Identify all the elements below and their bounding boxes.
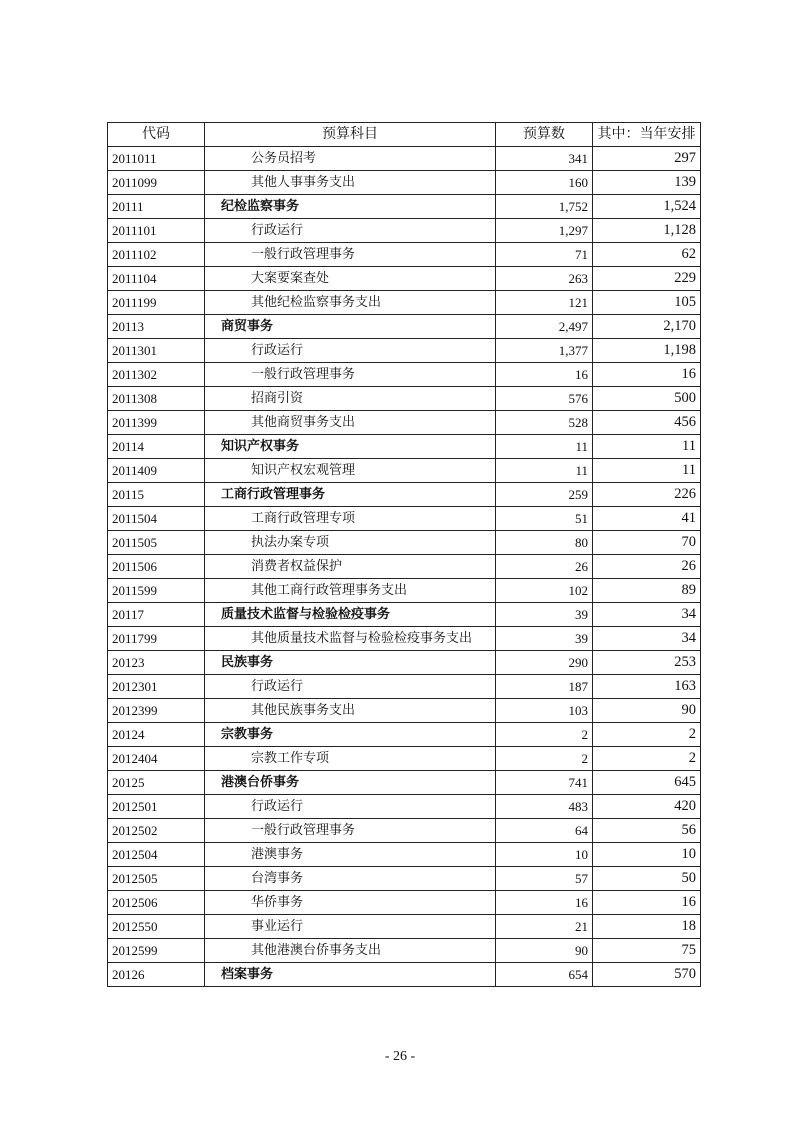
row-code: 20123: [108, 651, 205, 675]
table-row: [108, 507, 701, 531]
row-subject: 知识产权事务: [205, 435, 496, 459]
row-current-year: 163: [593, 675, 701, 699]
table-row: [108, 243, 701, 267]
row-subject: 大案要案查处: [205, 267, 496, 291]
row-current-year: 297: [593, 147, 701, 171]
row-current-year: 420: [593, 795, 701, 819]
row-subject: 公务员招考: [205, 147, 496, 171]
row-code: 2011104: [108, 267, 205, 291]
table-row: [108, 627, 701, 651]
row-current-year: 2: [593, 723, 701, 747]
table-row: [108, 291, 701, 315]
row-subject: 行政运行: [205, 339, 496, 363]
row-budget: 259: [496, 483, 593, 507]
row-subject: 工商行政管理事务: [205, 483, 496, 507]
row-subject: 民族事务: [205, 651, 496, 675]
row-budget: 16: [496, 363, 593, 387]
row-current-year: 229: [593, 267, 701, 291]
row-code: 20111: [108, 195, 205, 219]
row-subject: 宗教事务: [205, 723, 496, 747]
row-code: 20115: [108, 483, 205, 507]
row-subject: 行政运行: [205, 675, 496, 699]
row-budget: 21: [496, 915, 593, 939]
row-subject: 宗教工作专项: [205, 747, 496, 771]
row-budget: 1,377: [496, 339, 593, 363]
row-current-year: 1,128: [593, 219, 701, 243]
table-row: [108, 339, 701, 363]
row-current-year: 89: [593, 579, 701, 603]
row-code: 2011308: [108, 387, 205, 411]
row-current-year: 11: [593, 435, 701, 459]
row-budget: 263: [496, 267, 593, 291]
header-current-year: 其中：当年安排: [593, 123, 701, 147]
row-subject: 华侨事务: [205, 891, 496, 915]
row-current-year: 70: [593, 531, 701, 555]
row-current-year: 456: [593, 411, 701, 435]
row-budget: 39: [496, 627, 593, 651]
row-subject: 其他商贸事务支出: [205, 411, 496, 435]
row-budget: 64: [496, 819, 593, 843]
row-current-year: 253: [593, 651, 701, 675]
page-number: - 26 -: [384, 1049, 416, 1064]
row-code: 20124: [108, 723, 205, 747]
row-subject: 其他民族事务支出: [205, 699, 496, 723]
row-budget: 483: [496, 795, 593, 819]
row-budget: 80: [496, 531, 593, 555]
row-current-year: 500: [593, 387, 701, 411]
row-subject: 商贸事务: [205, 315, 496, 339]
row-current-year: 41: [593, 507, 701, 531]
table-row: [108, 819, 701, 843]
row-current-year: 2: [593, 747, 701, 771]
row-budget: 2: [496, 723, 593, 747]
row-code: 20114: [108, 435, 205, 459]
table-row: [108, 651, 701, 675]
budget-table: [107, 122, 701, 987]
row-current-year: 34: [593, 627, 701, 651]
row-budget: 26: [496, 555, 593, 579]
row-current-year: 26: [593, 555, 701, 579]
header-subject: 预算科目: [205, 123, 496, 147]
row-budget: 1,752: [496, 195, 593, 219]
row-current-year: 75: [593, 939, 701, 963]
table-row: [108, 531, 701, 555]
table-row: [108, 363, 701, 387]
row-subject: 事业运行: [205, 915, 496, 939]
header-budget: 预算数: [496, 123, 593, 147]
table-row: [108, 939, 701, 963]
row-budget: 39: [496, 603, 593, 627]
row-subject: 港澳台侨事务: [205, 771, 496, 795]
row-subject: 消费者权益保护: [205, 555, 496, 579]
row-code: 2011504: [108, 507, 205, 531]
row-subject: 工商行政管理专项: [205, 507, 496, 531]
row-code: 2012404: [108, 747, 205, 771]
table-row: [108, 435, 701, 459]
row-current-year: 90: [593, 699, 701, 723]
row-current-year: 16: [593, 891, 701, 915]
table-row: [108, 171, 701, 195]
row-current-year: 226: [593, 483, 701, 507]
row-code: 20126: [108, 963, 205, 987]
row-current-year: 105: [593, 291, 701, 315]
row-code: 2011302: [108, 363, 205, 387]
row-budget: 121: [496, 291, 593, 315]
table-row: [108, 483, 701, 507]
row-current-year: 10: [593, 843, 701, 867]
row-subject: 台湾事务: [205, 867, 496, 891]
row-budget: 160: [496, 171, 593, 195]
table-row: [108, 555, 701, 579]
row-code: 20113: [108, 315, 205, 339]
table-row: [108, 723, 701, 747]
row-budget: 528: [496, 411, 593, 435]
row-current-year: 645: [593, 771, 701, 795]
row-subject: 其他工商行政管理事务支出: [205, 579, 496, 603]
row-budget: 10: [496, 843, 593, 867]
row-budget: 576: [496, 387, 593, 411]
row-subject: 质量技术监督与检验检疫事务: [205, 603, 496, 627]
table-row: [108, 867, 701, 891]
table-body: [108, 147, 701, 987]
row-subject: 招商引资: [205, 387, 496, 411]
row-current-year: 570: [593, 963, 701, 987]
table-row: [108, 699, 701, 723]
row-budget: 11: [496, 435, 593, 459]
row-current-year: 1,198: [593, 339, 701, 363]
row-code: 2012502: [108, 819, 205, 843]
row-subject: 港澳事务: [205, 843, 496, 867]
row-code: 2011199: [108, 291, 205, 315]
table-row: [108, 603, 701, 627]
row-code: 2011099: [108, 171, 205, 195]
row-subject: 纪检监察事务: [205, 195, 496, 219]
table-row: [108, 387, 701, 411]
row-current-year: 18: [593, 915, 701, 939]
row-budget: 2: [496, 747, 593, 771]
table-row: [108, 747, 701, 771]
row-subject: 其他质量技术监督与检验检疫事务支出: [205, 627, 496, 651]
row-budget: 741: [496, 771, 593, 795]
table-row: [108, 459, 701, 483]
row-code: 2011506: [108, 555, 205, 579]
table-row: [108, 891, 701, 915]
row-budget: 1,297: [496, 219, 593, 243]
row-budget: 11: [496, 459, 593, 483]
row-code: 2012504: [108, 843, 205, 867]
table-header-row: [108, 123, 701, 147]
row-budget: 71: [496, 243, 593, 267]
row-subject: 执法办案专项: [205, 531, 496, 555]
row-budget: 16: [496, 891, 593, 915]
row-subject: 行政运行: [205, 795, 496, 819]
row-subject: 其他港澳台侨事务支出: [205, 939, 496, 963]
row-current-year: 11: [593, 459, 701, 483]
row-budget: 102: [496, 579, 593, 603]
row-budget: 290: [496, 651, 593, 675]
row-code: 2011409: [108, 459, 205, 483]
table-row: [108, 195, 701, 219]
row-code: 2011301: [108, 339, 205, 363]
row-budget: 57: [496, 867, 593, 891]
table-row: [108, 267, 701, 291]
row-subject: 其他纪检监察事务支出: [205, 291, 496, 315]
row-current-year: 56: [593, 819, 701, 843]
row-code: 2012599: [108, 939, 205, 963]
row-code: 2011505: [108, 531, 205, 555]
table-row: [108, 963, 701, 987]
header-code: 代码: [108, 123, 205, 147]
row-budget: 103: [496, 699, 593, 723]
row-budget: 90: [496, 939, 593, 963]
row-code: 2012399: [108, 699, 205, 723]
row-code: 2012506: [108, 891, 205, 915]
row-code: 2011102: [108, 243, 205, 267]
row-code: 2012301: [108, 675, 205, 699]
row-code: 2012501: [108, 795, 205, 819]
row-budget: 51: [496, 507, 593, 531]
table-row: [108, 579, 701, 603]
row-code: 20125: [108, 771, 205, 795]
row-code: 2012505: [108, 867, 205, 891]
row-budget: 2,497: [496, 315, 593, 339]
table-row: [108, 915, 701, 939]
row-code: 20117: [108, 603, 205, 627]
row-current-year: 50: [593, 867, 701, 891]
table-row: [108, 795, 701, 819]
row-current-year: 34: [593, 603, 701, 627]
table-row: [108, 771, 701, 795]
row-subject: 行政运行: [205, 219, 496, 243]
table-row: [108, 315, 701, 339]
table-row: [108, 219, 701, 243]
table-row: [108, 675, 701, 699]
table-row: [108, 147, 701, 171]
row-budget: 654: [496, 963, 593, 987]
row-current-year: 62: [593, 243, 701, 267]
row-budget: 187: [496, 675, 593, 699]
row-subject: 知识产权宏观管理: [205, 459, 496, 483]
row-code: 2011599: [108, 579, 205, 603]
row-subject: 一般行政管理事务: [205, 819, 496, 843]
row-subject: 档案事务: [205, 963, 496, 987]
row-current-year: 2,170: [593, 315, 701, 339]
row-code: 2011101: [108, 219, 205, 243]
row-code: 2011011: [108, 147, 205, 171]
table-row: [108, 843, 701, 867]
row-code: 2012550: [108, 915, 205, 939]
row-current-year: 16: [593, 363, 701, 387]
row-subject: 一般行政管理事务: [205, 363, 496, 387]
row-subject: 一般行政管理事务: [205, 243, 496, 267]
row-current-year: 139: [593, 171, 701, 195]
row-subject: 其他人事事务支出: [205, 171, 496, 195]
table-row: [108, 411, 701, 435]
row-code: 2011799: [108, 627, 205, 651]
row-code: 2011399: [108, 411, 205, 435]
row-budget: 341: [496, 147, 593, 171]
row-current-year: 1,524: [593, 195, 701, 219]
